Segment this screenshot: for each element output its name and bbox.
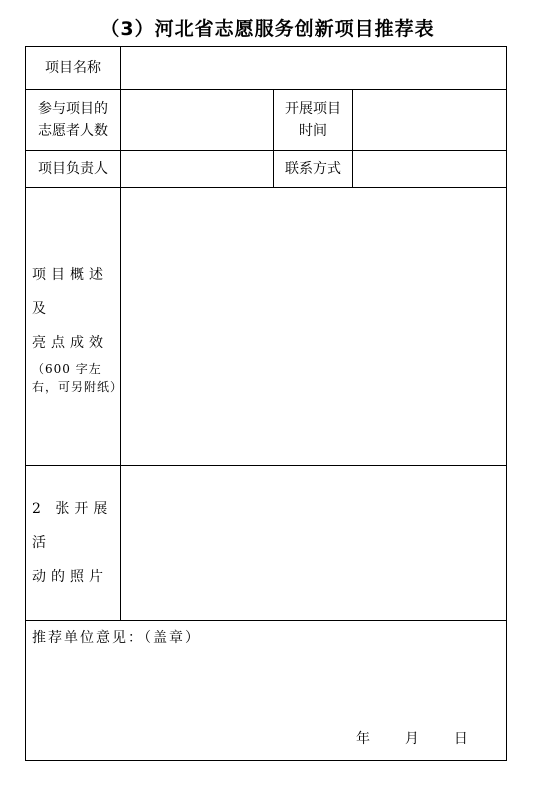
volunteer-count-field[interactable]: [121, 90, 274, 151]
contact-field[interactable]: [353, 151, 507, 188]
summary-note: （600 字左右，可另附纸）: [32, 361, 124, 394]
start-time-field[interactable]: [353, 90, 507, 151]
date-year: 年: [356, 731, 370, 747]
date-day: 日: [453, 731, 468, 747]
summary-field[interactable]: [121, 188, 507, 466]
date-row: [356, 728, 468, 750]
contact-label: 联系方式: [274, 151, 353, 188]
start-time-label: 开展项目 时间: [274, 90, 353, 151]
photos-label: 2 张开展活 动的照片: [26, 466, 121, 621]
summary-label: 项目概述及 亮点成效 （600 字左右，可另附纸）: [26, 188, 121, 466]
page-title: （3）河北省志愿服务创新项目推荐表: [100, 18, 435, 40]
volunteer-count-label: 参与项目的 志愿者人数: [26, 90, 121, 151]
leader-field[interactable]: [121, 151, 274, 188]
leader-label: 项目负责人: [26, 151, 121, 188]
project-name-field[interactable]: [121, 47, 507, 90]
recommendation-form-table: [25, 46, 507, 761]
photos-field[interactable]: [121, 466, 507, 621]
date-month: 月: [404, 731, 419, 747]
opinion-field[interactable]: [26, 621, 507, 761]
project-name-label: 项目名称: [26, 47, 121, 90]
opinion-label: 推荐单位意见：（盖章）: [32, 630, 201, 646]
